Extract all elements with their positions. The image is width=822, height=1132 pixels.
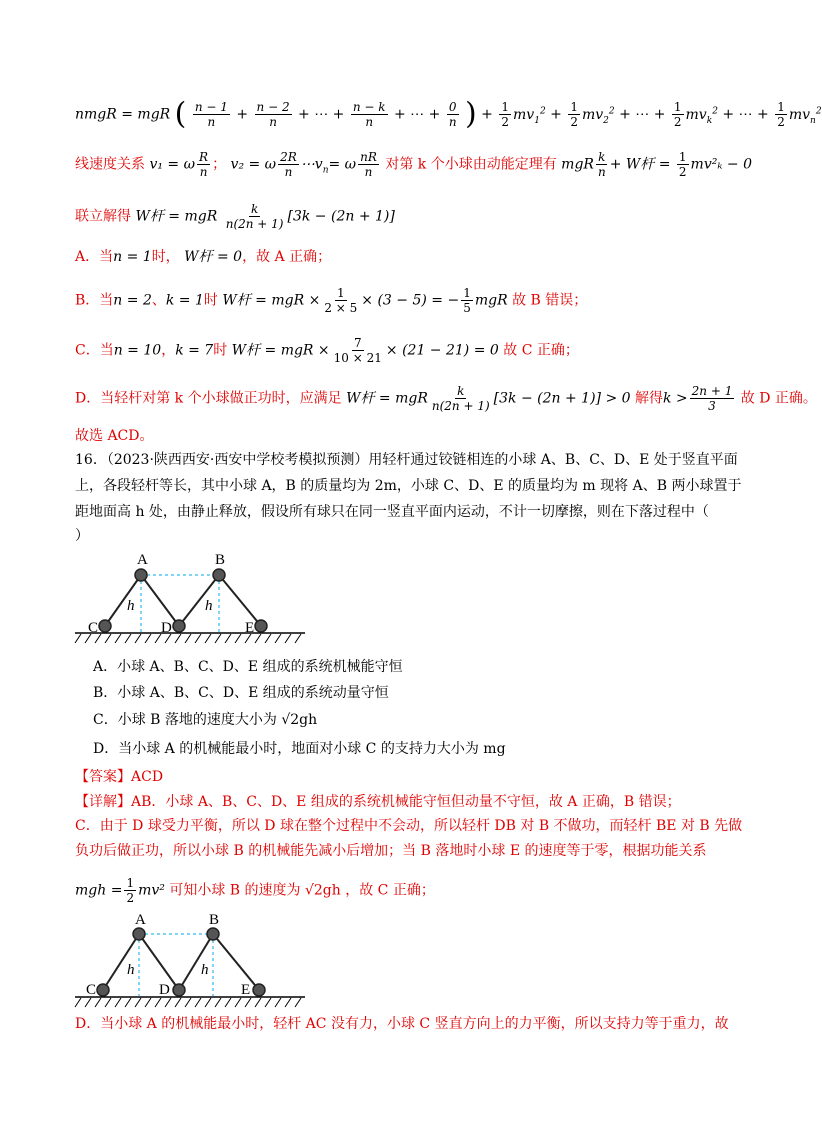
choice-b: B．小球 A、B、C、D、E 组成的系统动量守恒 <box>93 685 389 701</box>
label-h1: h <box>127 598 135 614</box>
choice-d: D．当小球 A 的机械能最小时，地面对小球 C 的支持力大小为 mg <box>93 741 506 757</box>
frac-1: $\frac{n - 1}{n}$ <box>194 100 228 130</box>
conclusion-text: 故选 ACD。 <box>75 428 154 444</box>
label-b-2: B <box>209 912 220 928</box>
q16-stem-line-4: ） <box>75 528 89 544</box>
solve-line: 联立解得 W杆 = mgR $\frac{k}{n(2n + 1)}$ [3k − (2n + 1)] <box>75 202 395 231</box>
q16-stem-line-2: 上，各段轻杆等长，其中小球 A，B 的质量均为 2m，小球 C、D、E 的质量均为 m 现将 A、B 两小球置于 <box>75 478 742 494</box>
equation-energy: nmgR = mgR ( $\frac{n - 1}{n}$ + $\frac{n - 2}{n}$ + ⋯ + $\frac{n - k}{n}$ + ⋯ + $\frac{0}{n}$ ) + $\frac{1}{2}$ $mv_1^2$ + $\frac{1}{2}$ $mv_2^2$ + ⋯ + $\frac{1}{2}$ $mv_k^2$ + ⋯ + $\frac{1}{2}$ $mv_n^2$ <box>75 96 822 132</box>
label-e-2: E <box>241 982 251 998</box>
q16-stem-line-1: 16．（2023·陕西西安·西安中学校考模拟预测）用轻杆通过铰链相连的小球 A、B、C、D、E 处于竖直平面 <box>75 452 738 468</box>
frac-2: $\frac{n - 2}{n}$ <box>256 100 290 130</box>
eq-lhs: nmgR = mgR <box>75 106 171 123</box>
label-d-2: D <box>159 982 170 998</box>
label-h1-2: h <box>127 962 135 978</box>
choice-a: A．小球 A、B、C、D、E 组成的系统机械能守恒 <box>93 659 403 675</box>
option-d-analysis: D．当轻杆对第 k 个小球做正功时，应满足 W杆 = mgR $\frac{k}{n(2n + 1)}$ [3k − (2n + 1)] > 0 解得k > $\frac{2n + 1}{3}$ 故 D 正确。 <box>75 384 817 413</box>
label-h2: h <box>205 598 213 614</box>
option-a-analysis: A．当n = 1时， W杆 = 0，故 A 正确； <box>75 249 332 265</box>
label-h2-2: h <box>201 962 209 978</box>
label-c-2: C <box>86 982 97 998</box>
speed-relation-line: 线速度关系 v₁ = ω $\frac{R}{n}$ ； v₂ = ω $\frac{2R}{n}$ $\cdots v_n= \omega$ $\frac{nR}{n}$ 对第 k 个小球由动能定理有 mgR $\frac{k}{n}$ + W杆 = $\frac{1}{2}$ mv²ₖ − 0 <box>75 150 752 179</box>
option-c-analysis: C．当n = 10，k = 7时 W杆 = mgR × $\frac{7}{10 \times 21}$ × (21 − 21) = 0 故 C 正确； <box>75 336 579 365</box>
frac-k: $\frac{n - k}{n}$ <box>352 100 386 130</box>
label-b: B <box>215 552 226 568</box>
detail-line-4: mgh = $\frac{1}{2}$ mv² 可知小球 B 的速度为 √2gh ，故 C 正确； <box>75 876 435 905</box>
label-a-2: A <box>135 912 146 928</box>
frac-0: $\frac{0}{n}$ <box>448 100 457 130</box>
label-e: E <box>245 620 255 636</box>
answer-line: 【答案】ACD <box>75 769 164 785</box>
label-d: D <box>161 620 172 636</box>
detail-line-2: C．由于 D 球受力平衡，所以 D 球在整个过程中不会动，所以轻杆 DB 对 B 不做功，而轻杆 BE 对 B 先做 <box>75 818 743 834</box>
option-b-analysis: B．当n = 2、k = 1时 W杆 = mgR × $\frac{1}{2 \times 5}$ × (3 − 5) = − $\frac{1}{5}$ mgR 故 B 错误； <box>75 286 588 315</box>
detail-figure <box>75 912 315 1012</box>
detail-line-1: 【详解】AB．小球 A、B、C、D、E 组成的系统机械能守恒但动量不守恒，故 A 正确，B 错误； <box>75 794 681 810</box>
label-c: C <box>88 620 99 636</box>
choice-c: C．小球 B 落地的速度大小为 √2gh <box>93 712 318 728</box>
label-a: A <box>137 552 148 568</box>
detail-line-5: D．当小球 A 的机械能最小时，轻杆 AC 没有力，小球 C 竖直方向上的力平衡，所以支持力等于重力，故 <box>75 1016 729 1032</box>
q16-figure <box>75 548 315 648</box>
q16-stem-line-3: 距地面高 h 处，由静止释放，假设所有球只在同一竖直平面内运动，不计一切摩擦，则在下落过程中（ <box>75 504 709 520</box>
detail-line-3: 负功后做正功，所以小球 B 的机械能先减小后增加；当 B 落地时小球 E 的速度等于零，根据功能关系 <box>75 843 707 859</box>
